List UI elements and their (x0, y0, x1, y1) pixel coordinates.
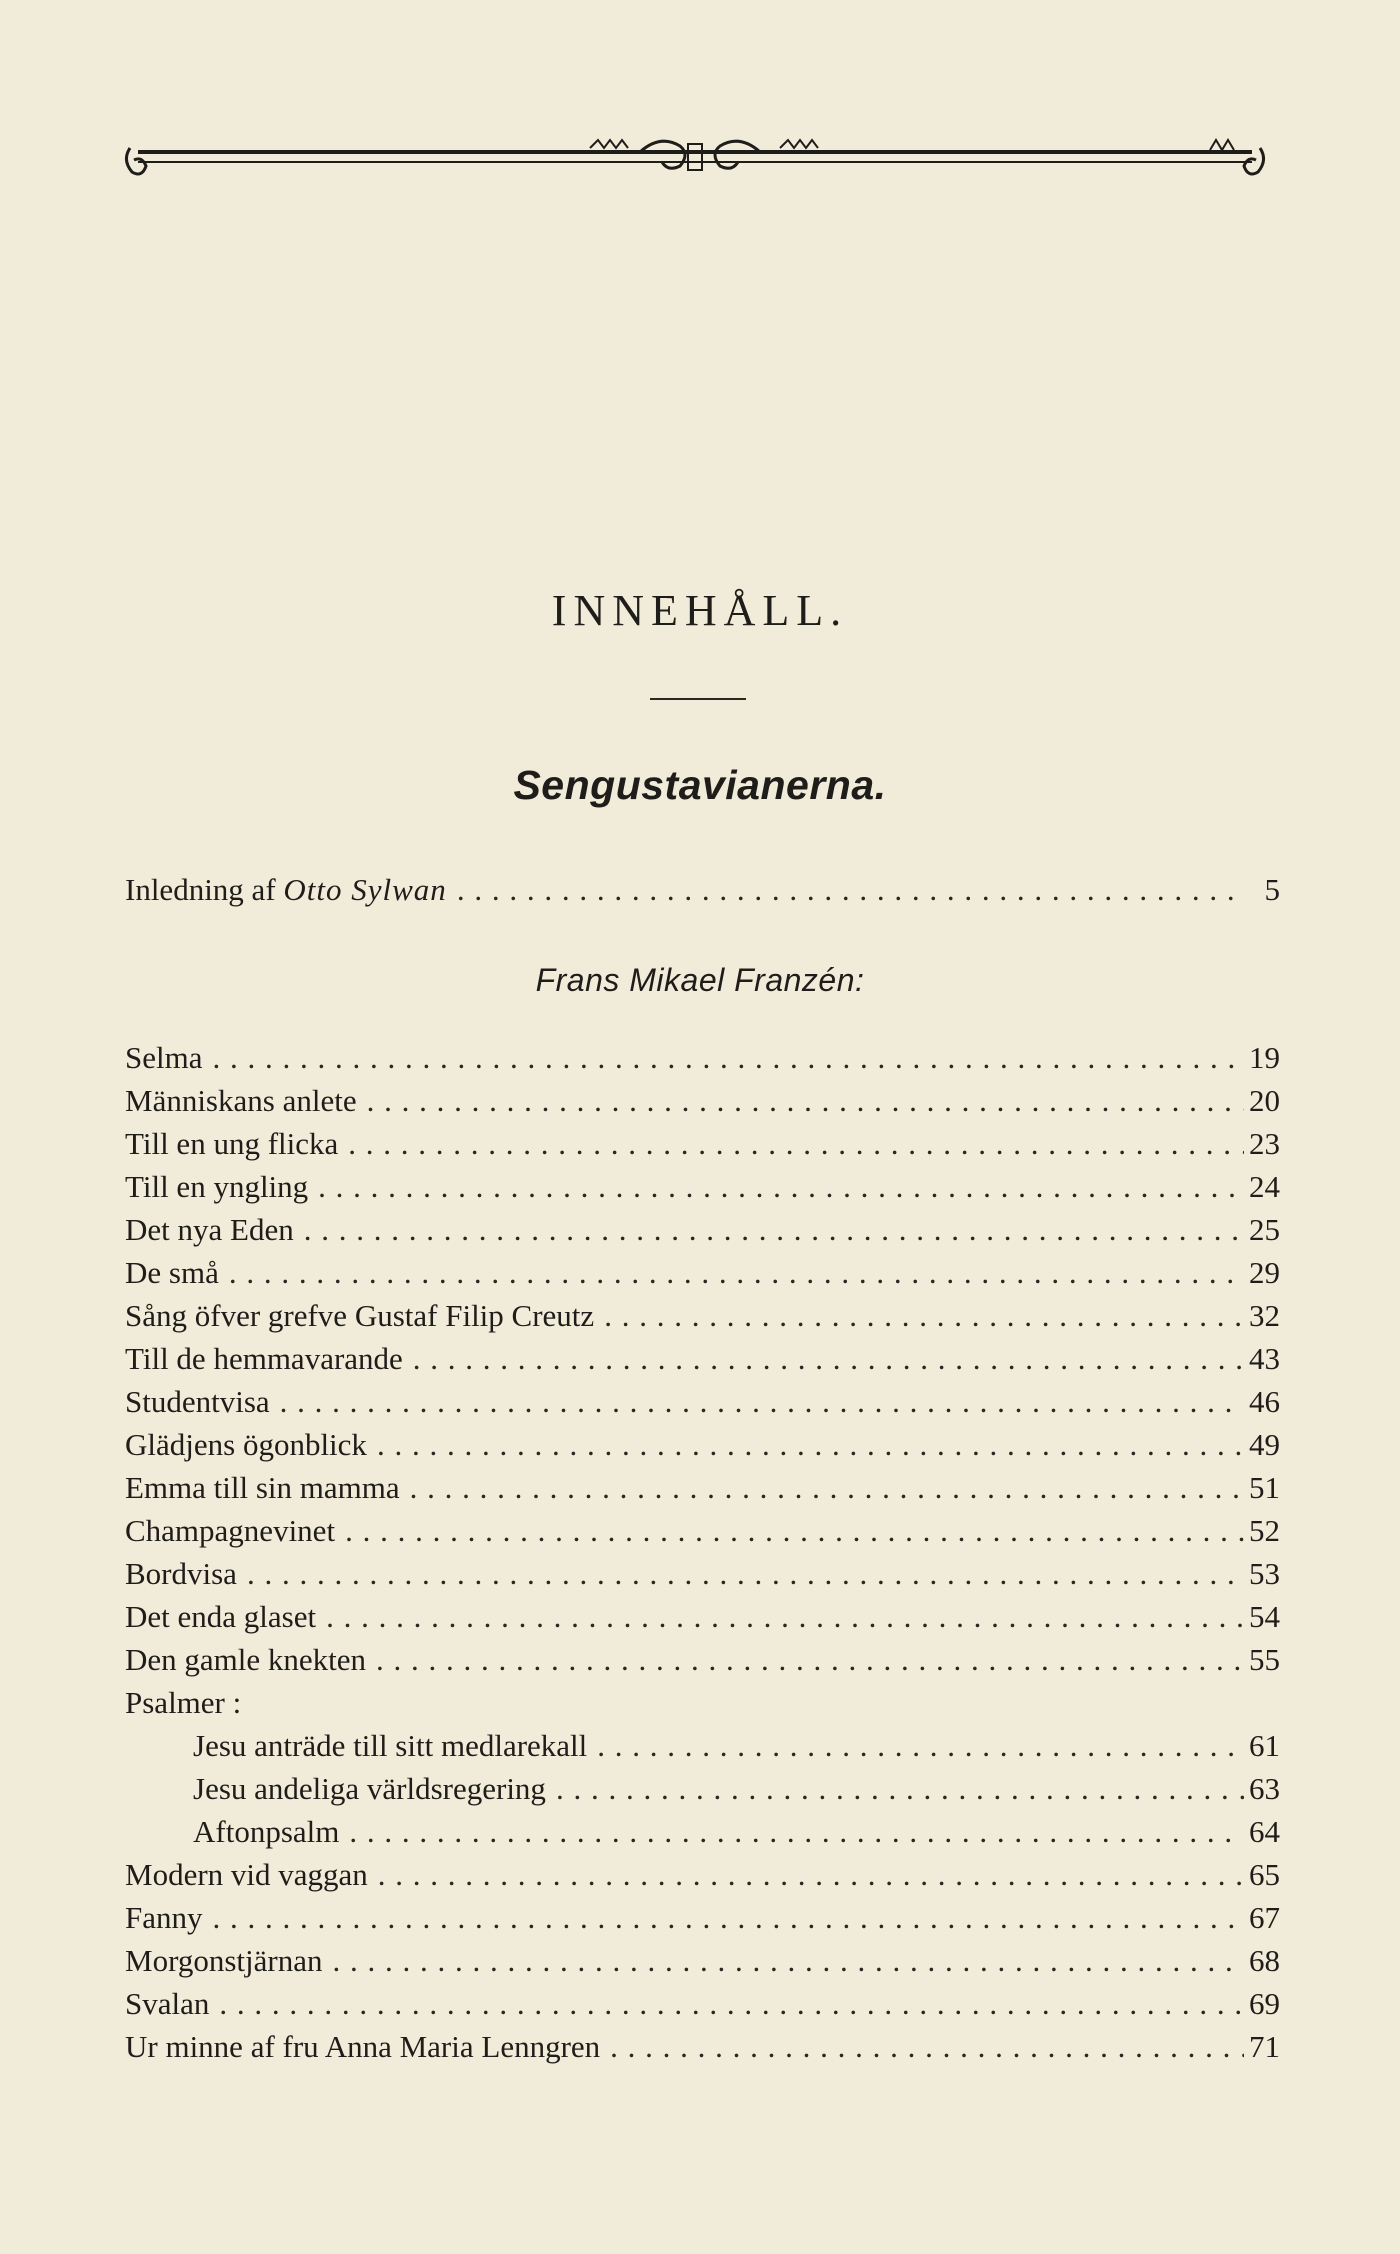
toc-entry[interactable] (125, 1466, 1280, 1509)
dot-leader (322, 1939, 1244, 1982)
dot-leader (587, 1724, 1244, 1767)
section-title: Sengustavianerna. (513, 762, 887, 808)
toc-entry-title: Selma (125, 1040, 203, 1075)
intro-author: Otto Sylwan (283, 872, 447, 907)
dot-leader (237, 1552, 1244, 1595)
toc-entry-page: 68 (1249, 1943, 1280, 1978)
dot-leader (335, 1509, 1244, 1552)
toc-list (125, 1036, 1280, 2068)
toc-entry-page: 55 (1249, 1642, 1280, 1677)
toc-entry-title: Svalan (125, 1986, 210, 2021)
dot-leader (316, 1595, 1244, 1638)
toc-entry-page: 71 (1249, 2029, 1280, 2064)
toc-entry-page: 65 (1249, 1857, 1280, 1892)
toc-entry-page: 67 (1249, 1900, 1280, 1935)
toc-entry[interactable] (125, 1896, 1280, 1939)
toc-entry-page: 49 (1249, 1427, 1280, 1462)
toc-entry-title: Den gamle knekten (125, 1642, 367, 1677)
toc-subentry[interactable] (125, 1724, 1280, 1767)
toc-entry-title: Glädjens ögonblick (125, 1427, 367, 1462)
toc-entry[interactable] (125, 1853, 1280, 1896)
dot-leader (367, 1423, 1244, 1466)
dot-leader (357, 1079, 1244, 1122)
toc-entry-page: 5 (1264, 872, 1280, 907)
toc-entry-page: 20 (1249, 1083, 1280, 1118)
dot-leader (339, 1810, 1244, 1853)
toc-entry-title: Ur minne af fru Anna Maria Lenngren (125, 2029, 601, 2064)
toc-entry[interactable] (125, 1423, 1280, 1466)
dot-leader (403, 1337, 1244, 1380)
toc-entry[interactable] (125, 1509, 1280, 1552)
dot-leader (209, 1982, 1244, 2025)
decorative-header-ornament (120, 130, 1270, 200)
contents-heading: INNEHÅLL. (551, 586, 849, 635)
author-heading: Frans Mikael Franzén: (535, 962, 865, 998)
dot-leader (338, 1122, 1244, 1165)
dot-leader (546, 1767, 1244, 1810)
toc-entry-title: Emma till sin mamma (125, 1470, 400, 1505)
toc-entry-page: 46 (1249, 1384, 1280, 1419)
toc-entry[interactable] (125, 1638, 1280, 1681)
toc-entry-title: Modern vid vaggan (125, 1857, 368, 1892)
toc-entry-page: 54 (1249, 1599, 1280, 1634)
dot-leader (368, 1853, 1244, 1896)
dot-leader (203, 1036, 1245, 1079)
toc-entry-title: Inledning af Otto Sylwan (125, 872, 447, 907)
dot-leader (308, 1165, 1244, 1208)
toc-entry-title: Aftonpsalm (193, 1814, 340, 1849)
dot-leader (600, 2025, 1244, 2068)
toc-entry-title: Sång öfver grefve Gustaf Filip Creutz (125, 1298, 595, 1333)
toc-entry-title: Till en yngling (125, 1169, 309, 1204)
toc-entry-page: 69 (1249, 1986, 1280, 2021)
toc-entry[interactable] (125, 1595, 1280, 1638)
toc-entry-page: 61 (1249, 1728, 1280, 1763)
toc-entry-page: 63 (1249, 1771, 1280, 1806)
toc-entry-page: 52 (1249, 1513, 1280, 1548)
dot-leader (270, 1380, 1244, 1423)
toc-entry[interactable] (125, 2025, 1280, 2068)
toc-entry[interactable] (125, 1552, 1280, 1595)
dot-leader (294, 1208, 1244, 1251)
toc-entry-page: 64 (1249, 1814, 1280, 1849)
toc-entry[interactable] (125, 1294, 1280, 1337)
toc-entry-title: Jesu andeliga världsregering (193, 1771, 546, 1806)
toc-entry-title: Till en ung flicka (125, 1126, 339, 1161)
toc-entry-page: 32 (1249, 1298, 1280, 1333)
toc-entry-title: Människans anlete (125, 1083, 357, 1118)
toc-entry-intro[interactable] (125, 868, 1280, 911)
intro-list (125, 868, 1280, 911)
toc-entry[interactable] (125, 1982, 1280, 2025)
heading-divider (650, 698, 746, 700)
toc-subentry[interactable] (125, 1810, 1280, 1853)
toc-entry[interactable] (125, 1036, 1280, 1079)
toc-entry[interactable] (125, 1079, 1280, 1122)
toc-entry-title: Studentvisa (125, 1384, 270, 1419)
toc-entry-page: 25 (1249, 1212, 1280, 1247)
toc-entry-title: Morgonstjärnan (125, 1943, 323, 1978)
dot-leader (366, 1638, 1244, 1681)
toc-entry[interactable] (125, 1208, 1280, 1251)
toc-entry-page: 19 (1249, 1040, 1280, 1075)
dot-leader (594, 1294, 1244, 1337)
toc-entry-title: Bordvisa (125, 1556, 237, 1591)
dot-leader (219, 1251, 1244, 1294)
toc-entry[interactable] (125, 1165, 1280, 1208)
toc-entry-page: 53 (1249, 1556, 1280, 1591)
toc-entry-page: 51 (1249, 1470, 1280, 1505)
toc-entry-title: Det nya Eden (125, 1212, 294, 1247)
toc-entry-title: Jesu anträde till sitt medlarekall (193, 1728, 588, 1763)
psalmer-label: Psalmer : (125, 1685, 242, 1720)
toc-entry-page: 24 (1249, 1169, 1280, 1204)
toc-entry-title: Champagnevinet (125, 1513, 336, 1548)
toc-entry[interactable] (125, 1122, 1280, 1165)
toc-subentry[interactable] (125, 1767, 1280, 1810)
toc-entry-title: Fanny (125, 1900, 203, 1935)
toc-entry-title: Det enda glaset (125, 1599, 317, 1634)
dot-leader (447, 868, 1244, 911)
toc-entry[interactable] (125, 1251, 1280, 1294)
dot-leader (203, 1896, 1245, 1939)
toc-entry-page: 29 (1249, 1255, 1280, 1290)
toc-entry[interactable] (125, 1380, 1280, 1423)
toc-entry-title: De små (125, 1255, 219, 1290)
dot-leader (400, 1466, 1244, 1509)
toc-entry[interactable] (125, 1337, 1280, 1380)
toc-entry[interactable] (125, 1939, 1280, 1982)
toc-entry-page: 23 (1249, 1126, 1280, 1161)
toc-entry-title: Till de hemmavarande (125, 1341, 403, 1376)
toc-entry-page: 43 (1249, 1341, 1280, 1376)
